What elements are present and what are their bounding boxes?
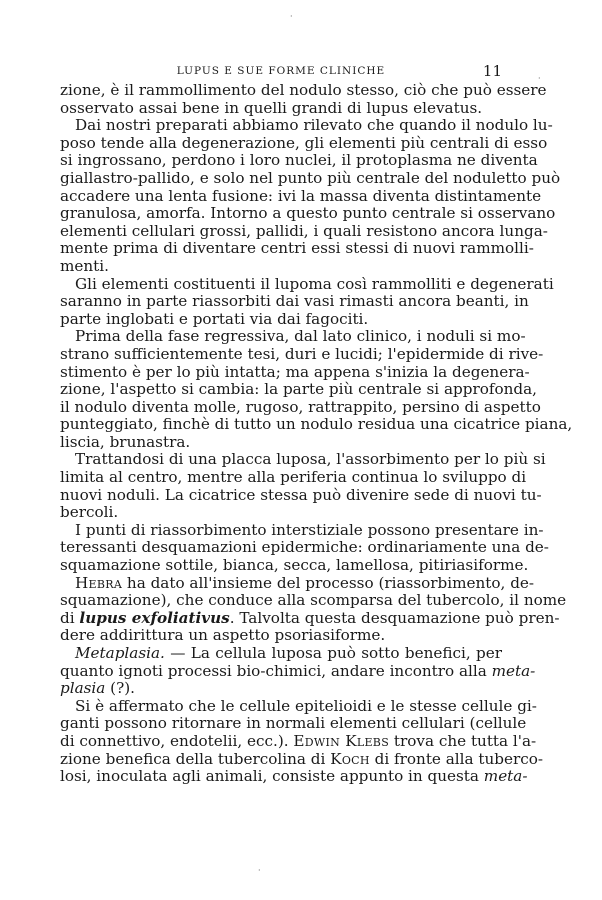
text-line [60, 696, 537, 716]
text-line [60, 749, 544, 769]
text-line [60, 415, 573, 434]
text-line [60, 258, 502, 276]
text-line [60, 380, 537, 399]
text-line [60, 627, 502, 645]
text-segment: ha dato all'insieme del processo (riassorbimento, de- [122, 573, 535, 592]
text-segment: osservato assai bene in quelli grandi di lupus elevatus. [60, 98, 483, 117]
text-segment: meta- [491, 661, 536, 680]
text-line [60, 292, 529, 311]
text-line [60, 608, 560, 628]
text-segment: quanto ignoti processi bio-chimici, andare incontro alla [60, 661, 492, 680]
text-segment: lupus exfoliativus [79, 608, 230, 627]
text-line [60, 485, 542, 505]
text-line [60, 239, 534, 258]
text-segment: (?). [105, 679, 135, 698]
running-header [60, 62, 502, 82]
text-line [60, 151, 538, 170]
text-segment: stimento è per lo più intatta; ma appena s'inizia la degenera- [60, 362, 530, 381]
text-segment: saranno in parte riassorbiti dai vasi rimasti ancora beanti, in [60, 292, 529, 311]
page-number: 11 [482, 62, 502, 80]
text-segment: punteggiato, finchè di tutto un nodulo residua una cicatrice piana, [60, 415, 573, 434]
text-segment: Gli elementi costituenti il lupoma così rammolliti e degenerati [75, 274, 554, 293]
text-segment: limita al centro, mentre alla periferia continua lo sviluppo di [60, 468, 527, 487]
body-text [60, 81, 573, 786]
text-segment: squamazione sottile, bianca, secca, lamellosa, pitiriasiforme. [60, 556, 529, 575]
text-line [60, 731, 537, 751]
text-line [60, 645, 502, 663]
text-line [60, 344, 544, 364]
text-line [60, 714, 527, 733]
text-line [60, 221, 548, 241]
text-line [60, 504, 502, 522]
text-line [60, 81, 547, 100]
text-segment: di [60, 608, 80, 627]
text-line [60, 538, 549, 557]
running-title: LUPUS E SUE FORME CLINICHE [176, 65, 386, 77]
text-segment: Koch [330, 749, 370, 768]
text-segment: meta- [483, 767, 528, 786]
text-segment: losi, inoculata agli animali, consiste appunto in questa [60, 767, 484, 786]
text-segment: zione benefica della tubercolina di [60, 749, 331, 768]
text-segment: di fronte alla tuberco- [369, 749, 544, 768]
text-line [60, 274, 554, 294]
text-segment: Hebra [75, 573, 123, 592]
text-segment: mente prima di diventare centri essi stessi di nuovi rammolli- [60, 239, 534, 258]
ink-speck: · [258, 866, 261, 875]
text-line [60, 186, 542, 206]
text-segment: Si è affermato che le cellule epitelioidi e le stesse cellule gi- [75, 696, 537, 715]
text-line [60, 573, 535, 593]
text-segment: zione, è il rammollimento del nodulo stesso, ciò che può essere [60, 81, 547, 99]
text-segment: ganti possono ritornare in normali elementi cellulari (cellule [60, 714, 527, 733]
text-segment: liscia, brunastra. [60, 432, 191, 451]
text-segment: Edwin Klebs [293, 731, 390, 750]
text-segment: giallastro-pallido, e solo nel punto più centrale del noduletto può [60, 168, 561, 187]
text-segment: nuovi noduli. La cicatrice stessa può divenire sede di nuovi tu- [60, 485, 542, 504]
text-line [60, 556, 529, 575]
text-segment: si ingrossano, perdono i loro nuclei, il protoplasma ne diventa [60, 151, 538, 170]
text-line [60, 133, 548, 153]
text-segment: poso tende alla degenerazione, gli elementi più centrali di esso [60, 133, 548, 152]
text-segment: I punti di riassorbimento interstiziale possono presentare in- [75, 520, 544, 539]
text-segment: zione, l'aspetto si cambia: la parte più centrale si approfonda, [60, 380, 537, 399]
text-line [60, 327, 526, 346]
text-line [60, 468, 527, 487]
text-segment: squamazione), che conduce alla scomparsa del tubercolo, il nome [60, 591, 567, 610]
text-segment: bercoli. [60, 503, 119, 522]
text-line [60, 204, 556, 223]
text-segment: Metaplasia. [75, 644, 165, 662]
text-line [60, 434, 502, 452]
text-line [60, 311, 502, 329]
text-segment: menti. [60, 256, 109, 275]
text-line [60, 767, 528, 786]
text-segment: di connettivo, endotelii, ecc.). [60, 731, 294, 750]
ink-speck: · [290, 12, 293, 21]
text-segment: Prima della fase regressiva, dal lato clinico, i noduli si mo- [75, 327, 526, 346]
text-segment: accadere una lenta fusione: ivi la massa diventa distintamente [60, 186, 542, 205]
text-segment: il nodulo diventa molle, rugoso, rattrappito, persino di aspetto [60, 397, 541, 416]
text-segment: Dai nostri preparati abbiamo rilevato che quando il nodulo lu- [75, 116, 553, 135]
text-segment: dere addirittura un aspetto psoriasiforme. [60, 626, 386, 645]
text-line [60, 591, 567, 610]
text-line [60, 520, 544, 540]
text-segment: trova che tutta l'a- [389, 731, 537, 750]
text-segment: teressanti desquamazioni epidermiche: ordinariamente una de- [60, 538, 549, 557]
text-line [60, 168, 561, 188]
text-line [60, 661, 536, 681]
text-segment: strano sufficientemente tesi, duri e lucidi; l'epidermide di rive- [60, 344, 544, 363]
text-segment: — La cellula luposa può sotto benefici, per [164, 644, 502, 662]
text-line [60, 450, 546, 469]
text-line [60, 116, 553, 135]
text-segment: granulosa, amorfa. Intorno a questo punto centrale si osservano [60, 204, 556, 223]
text-line [60, 362, 530, 382]
text-segment: elementi cellulari grossi, pallidi, i quali resistono ancora lunga- [60, 221, 548, 240]
text-segment: . Talvolta questa desquamazione può pren- [229, 608, 560, 627]
text-line [60, 397, 541, 417]
text-segment: Trattandosi di una placca luposa, l'assorbimento per lo più si [75, 450, 546, 469]
text-segment: parte inglobati e portati via dai fagociti. [60, 309, 369, 328]
text-line [60, 100, 502, 118]
ink-speck: · [538, 74, 541, 83]
text-line [60, 680, 502, 698]
text-segment: plasia [60, 679, 106, 698]
